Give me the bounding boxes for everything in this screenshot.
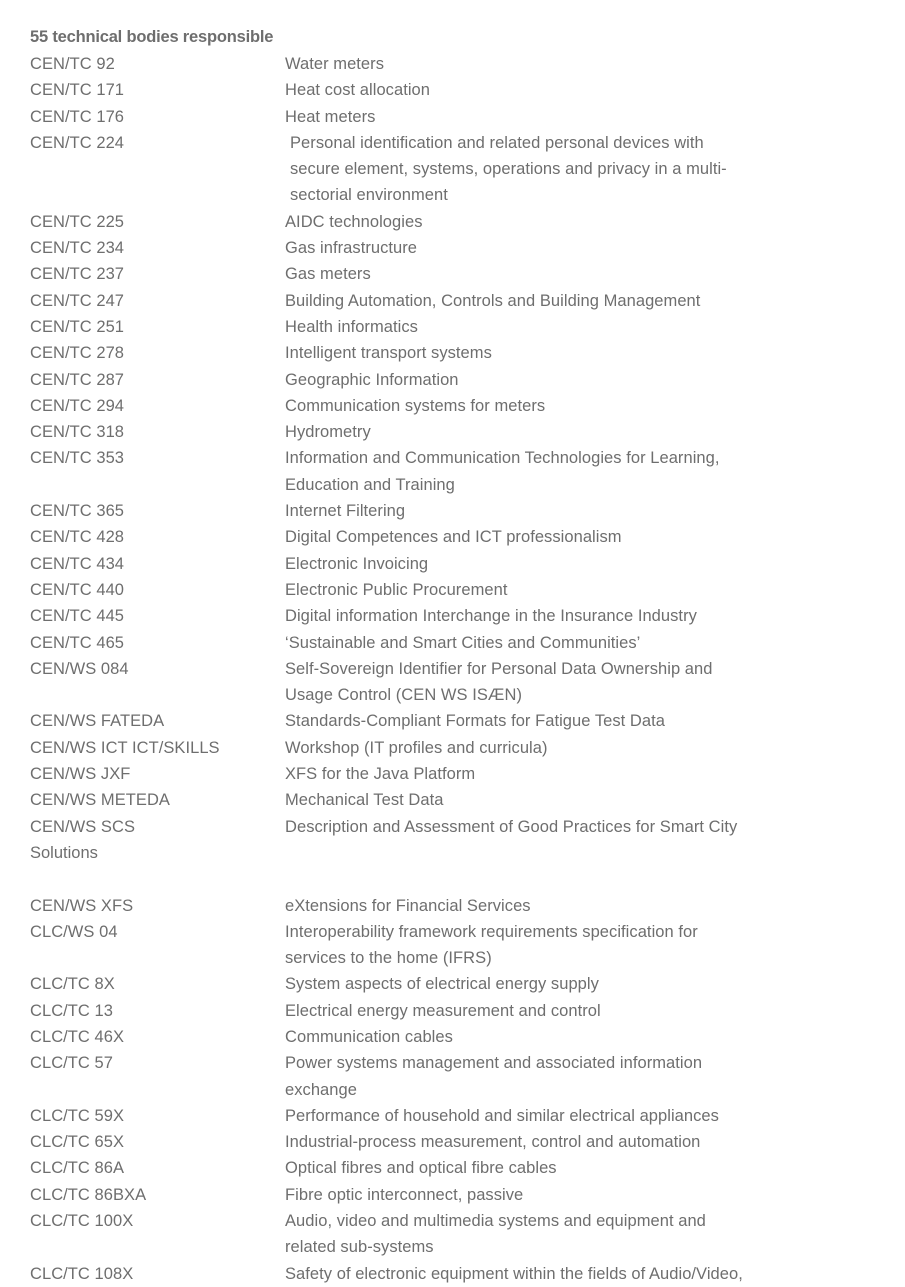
list-item [30, 656, 875, 709]
description-line: Information and Communication Technologies for Learning, [285, 449, 720, 468]
technical-body-code: CEN/TC 294 [30, 396, 125, 415]
technical-body-description [285, 603, 875, 629]
technical-body-description [285, 787, 875, 813]
description-line: Electronic Invoicing [285, 554, 429, 573]
technical-body-code: CLC/TC 100X [30, 1212, 134, 1231]
technical-body-description [285, 1261, 875, 1287]
list-item [30, 761, 875, 787]
list-item [30, 1208, 875, 1261]
technical-body-description [285, 340, 875, 366]
description-line: Interoperability framework requirements specification for [285, 922, 698, 941]
page-title: 55 technical bodies responsible [30, 28, 274, 46]
technical-body-description [285, 393, 875, 419]
list-item [30, 1155, 875, 1181]
technical-body-code: CLC/WS 04 [30, 922, 118, 941]
technical-body-description [285, 314, 875, 340]
description-line: Workshop (IT profiles and curricula) [285, 738, 548, 757]
description-line: Description and Assessment of Good Practices for Smart City [285, 817, 738, 836]
description-line: Heat cost allocation [285, 81, 430, 100]
description-line: Heat meters [285, 107, 376, 126]
description-line: Internet Filtering [285, 502, 406, 521]
technical-body-code: CLC/TC 59X [30, 1106, 125, 1125]
technical-body-description [285, 130, 875, 209]
list-item [30, 971, 875, 997]
list-item [30, 1024, 875, 1050]
list-item [30, 814, 875, 840]
technical-body-description [285, 656, 875, 709]
technical-body-description [285, 51, 875, 77]
description-line: Geographic Information [285, 370, 459, 389]
list-item [30, 498, 875, 524]
technical-body-description [285, 524, 875, 550]
technical-body-description [285, 893, 875, 919]
description-line: Self-Sovereign Identifier for Personal Data Ownership and [285, 659, 713, 678]
list-item [30, 51, 875, 77]
description-line: Intelligent transport systems [285, 344, 492, 363]
technical-body-code: CEN/TC 465 [30, 633, 125, 652]
technical-body-description [285, 1208, 875, 1261]
description-line: Hydrometry [285, 423, 371, 442]
list-item [30, 919, 875, 972]
technical-body-code: CLC/TC 46X [30, 1027, 125, 1046]
list-item [30, 419, 875, 445]
list-item [30, 104, 875, 130]
technical-body-code: CLC/TC 13 [30, 1001, 113, 1020]
technical-body-description [285, 77, 875, 103]
description-line: Safety of electronic equipment within the fields of Audio/Video, [285, 1264, 743, 1283]
description-line: XFS for the Java Platform [285, 765, 476, 784]
technical-body-code: CEN/TC 445 [30, 607, 125, 626]
list-item [30, 393, 875, 419]
blank-line [30, 866, 875, 892]
technical-body-description [285, 261, 875, 287]
list-item [30, 1261, 875, 1287]
list-item [30, 1103, 875, 1129]
description-line: Optical fibres and optical fibre cables [285, 1159, 557, 1178]
description-line: Communication cables [285, 1027, 453, 1046]
list-item [30, 340, 875, 366]
technical-body-description [285, 919, 875, 972]
technical-body-code: CEN/TC 287 [30, 370, 125, 389]
description-line: Building Automation, Controls and Building Management [285, 291, 701, 310]
description-line: Audio, video and multimedia systems and equipment and [285, 1212, 706, 1231]
list-item [30, 735, 875, 761]
list-item [30, 1129, 875, 1155]
technical-body-code: CEN/TC 237 [30, 265, 125, 284]
description-line: ‘Sustainable and Smart Cities and Communities’ [285, 633, 641, 652]
technical-body-description [285, 630, 875, 656]
description-line: related sub-systems [285, 1238, 434, 1257]
technical-body-code: CEN/WS METEDA [30, 791, 170, 810]
technical-body-code: CEN/TC 225 [30, 212, 125, 231]
technical-body-description [285, 235, 875, 261]
technical-body-code: CEN/TC 353 [30, 449, 125, 468]
technical-body-description [285, 577, 875, 603]
technical-body-code: CEN/TC 278 [30, 344, 125, 363]
technical-body-code: CEN/TC 234 [30, 239, 125, 258]
list-item [30, 235, 875, 261]
description-line: Water meters [285, 55, 385, 73]
list-item [30, 998, 875, 1024]
description-line: exchange [285, 1080, 357, 1099]
technical-body-description [285, 1050, 875, 1103]
technical-body-description [285, 498, 875, 524]
description-line: Industrial-process measurement, control and automation [285, 1133, 701, 1152]
technical-body-code: CEN/WS SCS [30, 817, 136, 836]
description-line: Electrical energy measurement and control [285, 1001, 601, 1020]
technical-body-description [285, 1182, 875, 1208]
list-item [30, 893, 875, 919]
list-item [30, 1050, 875, 1103]
description-line: Standards-Compliant Formats for Fatigue Test Data [285, 712, 665, 731]
technical-body-code: CEN/TC 171 [30, 81, 125, 100]
technical-body-description [285, 288, 875, 314]
technical-body-description [285, 998, 875, 1024]
technical-body-description [285, 1024, 875, 1050]
technical-body-description [285, 104, 875, 130]
list-item [30, 577, 875, 603]
technical-body-description [285, 735, 875, 761]
description-line: Electronic Public Procurement [285, 580, 508, 599]
technical-body-description [285, 1103, 875, 1129]
technical-body-code: CEN/TC 92 [30, 55, 115, 73]
document-body [30, 27, 875, 1287]
technical-bodies-list [30, 51, 875, 1287]
technical-body-description [285, 551, 875, 577]
description-overflow-line: Solutions [30, 843, 98, 862]
technical-body-code: CEN/TC 224 [30, 133, 125, 152]
technical-body-code: CLC/TC 65X [30, 1133, 125, 1152]
technical-body-code: CEN/TC 176 [30, 107, 125, 126]
description-line: Performance of household and similar electrical appliances [285, 1106, 719, 1125]
description-line: Usage Control (CEN WS ISÆN) [285, 686, 522, 705]
technical-body-description [285, 1155, 875, 1181]
technical-body-code: CLC/TC 57 [30, 1054, 113, 1073]
description-line: secure element, systems, operations and privacy in a multi- [290, 160, 727, 179]
technical-body-description [285, 445, 875, 498]
technical-body-description [285, 814, 875, 840]
technical-body-code: CLC/TC 86A [30, 1159, 125, 1178]
technical-body-code: CEN/WS 084 [30, 659, 129, 678]
description-line: sectorial environment [290, 186, 448, 205]
list-item [30, 787, 875, 813]
description-line: Digital information Interchange in the Insurance Industry [285, 607, 697, 626]
technical-body-description [285, 971, 875, 997]
list-item [30, 367, 875, 393]
description-line: Gas infrastructure [285, 239, 418, 258]
list-item [30, 288, 875, 314]
list-item [30, 209, 875, 235]
technical-body-code: CEN/TC 428 [30, 528, 125, 547]
technical-body-description [285, 419, 875, 445]
description-line: eXtensions for Financial Services [285, 896, 531, 915]
technical-body-code: CEN/TC 318 [30, 423, 125, 442]
list-item [30, 1182, 875, 1208]
list-item [30, 708, 875, 734]
description-line: Education and Training [285, 475, 455, 494]
technical-body-code: CEN/WS JXF [30, 765, 131, 784]
description-line: Power systems management and associated information [285, 1054, 703, 1073]
technical-body-code: CLC/TC 8X [30, 975, 115, 994]
technical-body-description [285, 367, 875, 393]
technical-body-code: CEN/WS FATEDA [30, 712, 165, 731]
technical-body-code: CEN/TC 251 [30, 317, 125, 336]
technical-body-code: CEN/TC 434 [30, 554, 125, 573]
technical-body-description [285, 209, 875, 235]
list-item [30, 261, 875, 287]
description-line: Personal identification and related personal devices with [290, 133, 704, 152]
technical-body-description [285, 761, 875, 787]
description-line: Communication systems for meters [285, 396, 546, 415]
description-line: Health informatics [285, 317, 418, 336]
description-line: AIDC technologies [285, 212, 423, 231]
list-item [30, 551, 875, 577]
description-line: Mechanical Test Data [285, 791, 444, 810]
description-line: Gas meters [285, 265, 371, 284]
technical-body-code: CEN/TC 365 [30, 502, 125, 521]
technical-body-code: CLC/TC 108X [30, 1264, 134, 1283]
list-item [30, 630, 875, 656]
technical-body-code: CEN/TC 440 [30, 580, 125, 599]
technical-body-code: CEN/WS XFS [30, 896, 134, 915]
list-item [30, 130, 875, 209]
list-item [30, 603, 875, 629]
technical-body-code: CEN/WS ICT ICT/SKILLS [30, 738, 220, 757]
technical-body-description [285, 1129, 875, 1155]
list-item [30, 524, 875, 550]
description-line: Digital Competences and ICT professionalism [285, 528, 622, 547]
list-item [30, 314, 875, 340]
description-line: System aspects of electrical energy supply [285, 975, 599, 994]
description-line: Fibre optic interconnect, passive [285, 1185, 524, 1204]
list-item [30, 445, 875, 498]
technical-body-description [285, 708, 875, 734]
technical-body-code: CEN/TC 247 [30, 291, 125, 310]
description-line: services to the home (IFRS) [285, 949, 492, 968]
technical-body-code: CLC/TC 86BXA [30, 1185, 147, 1204]
list-item [30, 77, 875, 103]
